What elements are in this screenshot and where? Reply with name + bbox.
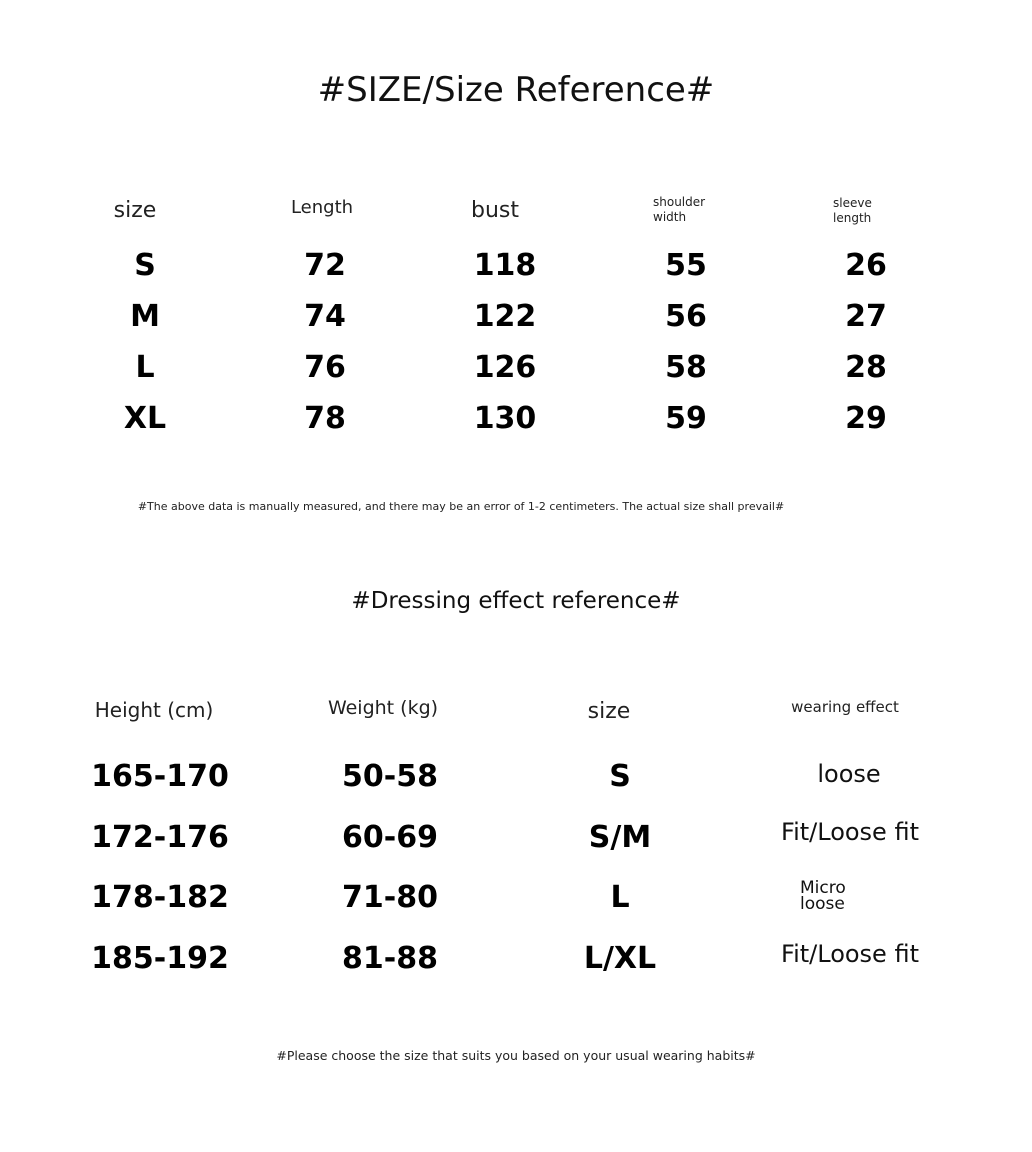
- size-cell: S/M: [588, 820, 652, 855]
- header-length: Length: [290, 197, 354, 218]
- header-height: Height (cm): [94, 698, 214, 722]
- header-bust: bust: [471, 198, 519, 223]
- size-cell: S: [609, 759, 631, 794]
- sleeve-cell: 27: [845, 299, 887, 334]
- header-weight: Weight (kg): [327, 697, 439, 719]
- effect-cell: Fit/Loose fit: [781, 818, 919, 846]
- weight-cell: 81-88: [342, 941, 438, 976]
- effect-line2: loose: [800, 894, 845, 914]
- bust-cell: 122: [473, 299, 537, 334]
- length-cell: 78: [304, 401, 346, 436]
- shoulder-cell: 58: [665, 350, 707, 385]
- size-reference-title: #SIZE/Size Reference#: [317, 70, 715, 110]
- dressing-effect-title: #Dressing effect reference#: [351, 588, 681, 614]
- size-cell: L/XL: [583, 941, 657, 976]
- effect-cell: [800, 880, 846, 912]
- height-cell: 178-182: [91, 880, 229, 915]
- header-size: size: [113, 198, 157, 223]
- sleeve-cell: 29: [845, 401, 887, 436]
- effect-cell: loose: [817, 760, 881, 788]
- effect-cell: Fit/Loose fit: [781, 940, 919, 968]
- sleeve-cell: 28: [845, 350, 887, 385]
- header-sleeve-line1: sleeve: [833, 196, 872, 210]
- header-sleeve-length: [833, 196, 872, 226]
- header-shoulder-line1: shoulder: [653, 195, 706, 209]
- header-sleeve-line2: length: [833, 211, 872, 225]
- weight-cell: 50-58: [342, 759, 438, 794]
- length-cell: 72: [304, 248, 346, 283]
- shoulder-cell: 56: [665, 299, 707, 334]
- bust-cell: 118: [473, 248, 537, 283]
- weight-cell: 60-69: [342, 820, 438, 855]
- height-cell: 172-176: [91, 820, 229, 855]
- shoulder-cell: 59: [665, 401, 707, 436]
- sleeve-cell: 26: [845, 248, 887, 283]
- size-cell: S: [134, 248, 156, 283]
- header-shoulder-width: [653, 195, 705, 225]
- height-cell: 165-170: [91, 759, 229, 794]
- bust-cell: 126: [473, 350, 537, 385]
- size-cell: L: [610, 880, 630, 915]
- weight-cell: 71-80: [342, 880, 438, 915]
- header-size: size: [587, 699, 631, 724]
- length-cell: 74: [304, 299, 346, 334]
- header-shoulder-line2: width: [653, 210, 687, 224]
- size-cell: M: [130, 299, 160, 334]
- effect-line1: Micro: [800, 878, 846, 898]
- measurement-note: #The above data is manually measured, and there may be an error of 1-2 centimeters. The actual size shall prevail#: [137, 500, 785, 513]
- size-cell: XL: [123, 401, 167, 436]
- wearing-habits-note: #Please choose the size that suits you based on your usual wearing habits#: [276, 1048, 756, 1063]
- size-cell: L: [135, 350, 155, 385]
- header-wearing-effect: wearing effect: [791, 698, 899, 716]
- shoulder-cell: 55: [665, 248, 707, 283]
- bust-cell: 130: [473, 401, 537, 436]
- height-cell: 185-192: [91, 941, 229, 976]
- length-cell: 76: [304, 350, 346, 385]
